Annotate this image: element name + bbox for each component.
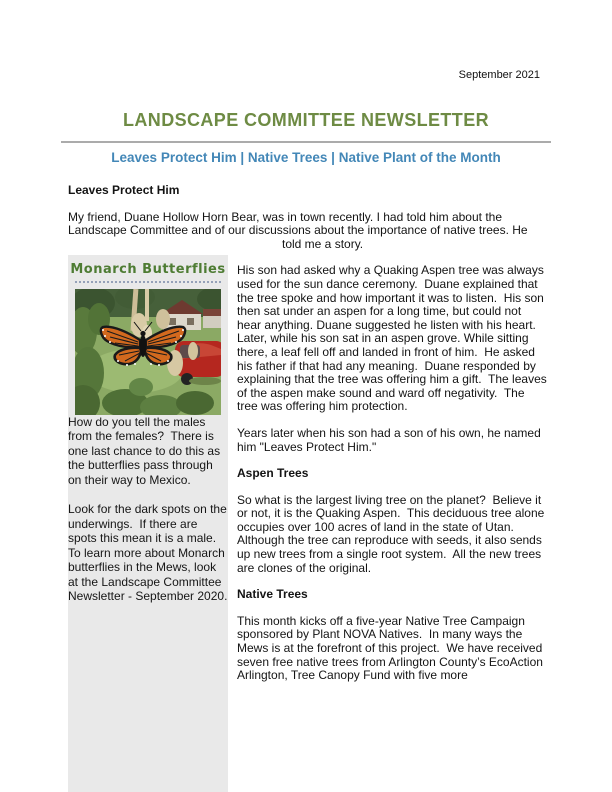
intro-paragraph: My friend, Duane Hollow Horn Bear, was in town recently. I had told him about the Landscape Committee and of our discussions about the importance of native trees. He: [68, 209, 528, 238]
section-heading-native-trees: Native Trees: [237, 587, 308, 602]
sidebar-title: Monarch Butterflies: [70, 262, 226, 278]
contents-subtitle: Leaves Protect Him | Native Trees | Native Plant of the Month: [111, 150, 501, 165]
story-paragraph-2: Years later when his son had a son of his own, he named him "Leaves Protect Him.": [237, 425, 545, 454]
article-body: [68, 183, 551, 792]
monarch-butterfly-photo: [75, 289, 221, 415]
section-heading-aspen-trees: Aspen Trees: [237, 466, 309, 481]
section-heading-leaves-protect-him: Leaves Protect Him: [68, 183, 180, 197]
native-trees-paragraph: This month kicks off a five-year Native Tree Campaign sponsored by Plant NOVA Natives. In many ways the Mews is at the forefront of this project. We have received seven free native trees from Arlington County’s EcoAction Arlington, Tree Canopy Fund with five more: [237, 613, 546, 683]
sidebar-paragraph-1: How do you tell the males from the females? There is one last chance to do this as the butterflies pass through on their way to Mexico.: [68, 414, 224, 487]
story-paragraph-1: His son had asked why a Quaking Aspen tree was always used for the sun dance ceremony. Duane explained that the tree spoke and how important it was to listen. His son then sat under an aspen for a long time, but could not hear anything. Duane suggested he listen with his heart. Later, while his son sat in an aspen grove. While sitting there, a leaf fell off and landed in front of him. He asked his father if that had any meaning. Duane responded by explaining that the tree was offering him a gift. The leaves of the aspen make sound and ward off negativity. The tree was offering him protection.: [237, 263, 551, 414]
dotted-divider: [75, 281, 221, 283]
title-divider: [61, 141, 551, 143]
monarch-sidebar-box: [68, 255, 231, 792]
aspen-paragraph: So what is the largest living tree on the planet? Believe it or not, it is the Quaking Aspen. This deciduous tree alone occupies over 100 acres of land in the state of Utan. Although the tree can reproduce with seeds, it also sends up new trees from a single root system. All the new trees are clones of the original.: [237, 492, 548, 575]
intro-paragraph-continuation: told me a story.: [282, 236, 364, 251]
newsletter-title: LANDSCAPE COMMITTEE NEWSLETTER: [123, 110, 489, 130]
issue-date: September 2021: [458, 69, 540, 81]
sidebar-paragraph-2: Look for the dark spots on the underwings. If there are spots this mean it is a male. To learn more about Monarch butterflies in the Mews, look at the Landscape Committee Newsletter - September 2020.: [68, 502, 231, 604]
